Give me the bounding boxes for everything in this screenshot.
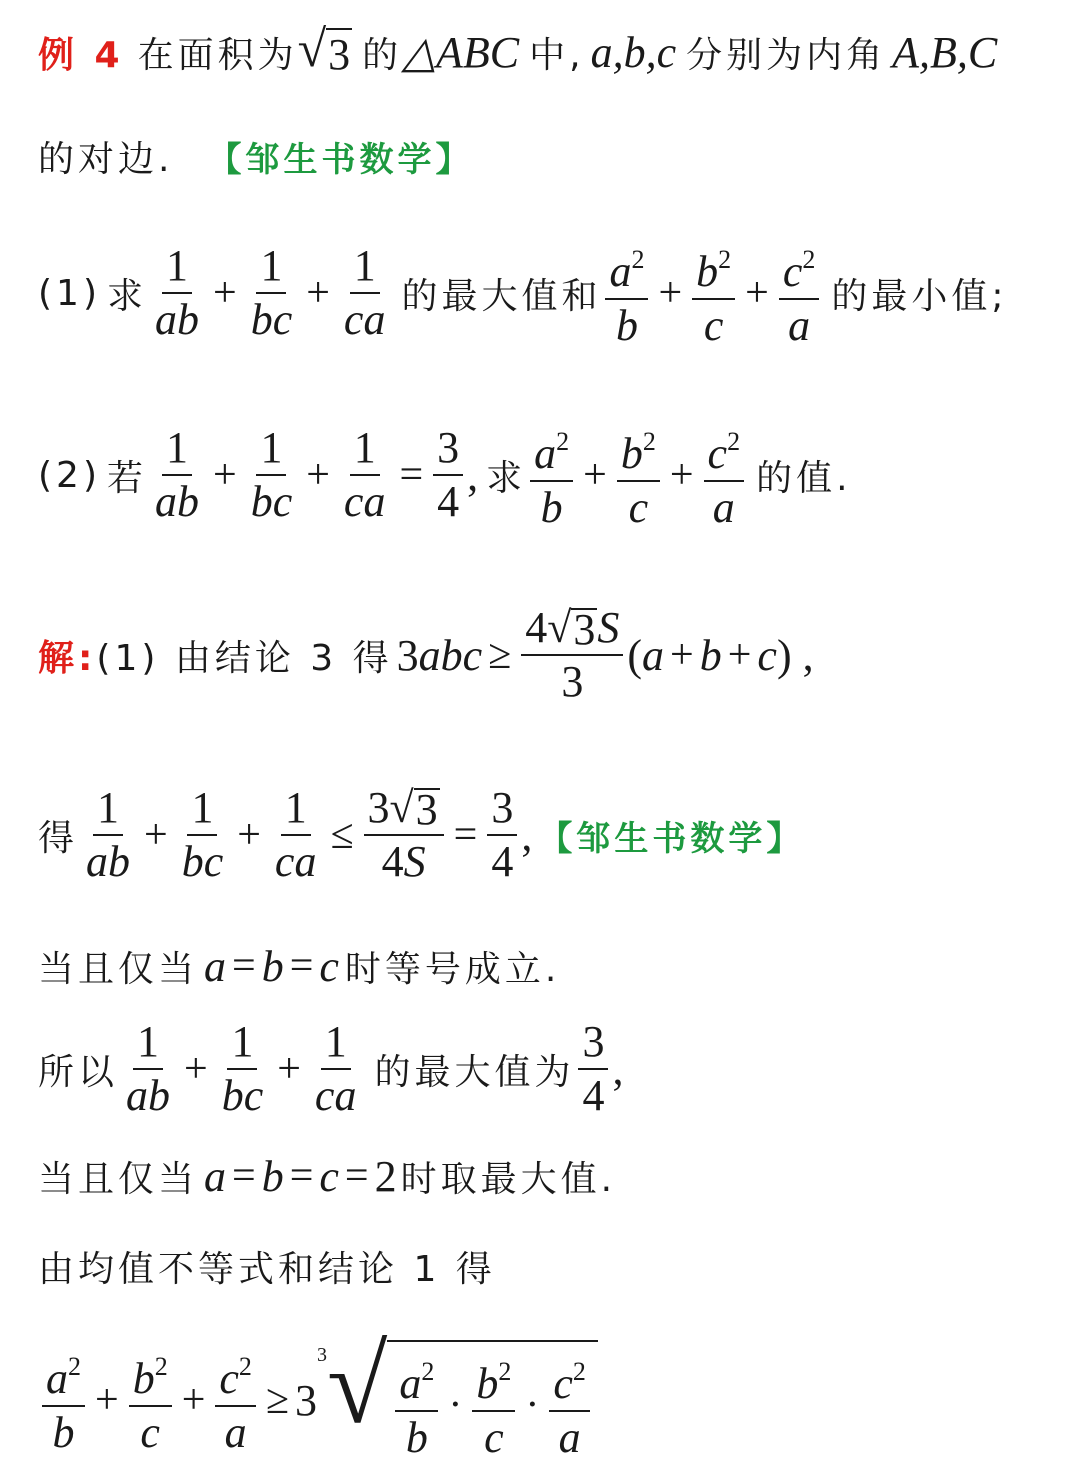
final-inequality: $\frac{a^2}{b}$ + $\frac{b^2}{c}$ + $\frac{c^2}{a}$ ≥ 3 3 √ $\frac{a^2}{b}$ · $\frac{b^2}{c}$ · $\frac{c^2}{a}$ (38, 1340, 598, 1460)
frac2-a2-b: $\frac{a^2}{b}$ (530, 416, 573, 534)
solution-line-4: 所以 $\frac{1}{ab}$ + $\frac{1}{bc}$ + $\frac{1}{ca}$ 的最大值为 $\frac{3}{4}$ , (38, 1017, 624, 1120)
frac2-1-ab: $\frac{1}{ab}$ (155, 423, 200, 526)
frac4-1-ca: $\frac{1}{ca}$ (314, 1017, 357, 1120)
solution-label: 解: (38, 637, 97, 679)
solution-line-3: 当且仅当 a = b = c 时等号成立. (38, 941, 561, 991)
part1-mid: 的最大值和 (401, 275, 602, 317)
frac4-1-ab: $\frac{1}{ab}$ (126, 1017, 171, 1120)
frac6-a2-b: $\frac{a^2}{b}$ (395, 1346, 438, 1464)
part2-tail: 的值. (756, 457, 852, 499)
intro-text-a: 在面积为 (137, 34, 298, 76)
frac-3-4: $\frac{3}{4}$ (433, 422, 463, 528)
example-label: 例 4 (38, 34, 124, 76)
intro-text-d: 分别为内角 (686, 34, 887, 76)
solution-l3b-text: 时等号成立. (344, 948, 561, 990)
frac-1-bc: $\frac{1}{bc}$ (250, 241, 293, 344)
solution-l3-text: 当且仅当 (38, 948, 199, 990)
solution-l2-text: 得 (38, 817, 79, 859)
frac2-c2-a: $\frac{c^2}{a}$ (704, 416, 745, 534)
solution-line-6 (38, 1236, 496, 1296)
frac2-1-ca: $\frac{1}{ca}$ (343, 423, 386, 526)
part2-ask: 若 (107, 457, 148, 499)
intro-text-c: 中, (529, 34, 585, 76)
solution-l5-text: 当且仅当 (38, 1158, 199, 1200)
frac2-1-bc: $\frac{1}{bc}$ (250, 423, 293, 526)
solution-l4b-text: 的最大值为 (374, 1051, 575, 1093)
brand-tag-1: 【邹生书数学】 (207, 139, 474, 180)
solution-l5b-text: 时取最大值. (400, 1158, 617, 1200)
frac5-b2-c: $\frac{b^2}{c}$ (129, 1341, 172, 1459)
frac2-b2-c: $\frac{b^2}{c}$ (617, 416, 660, 534)
frac-1-ca: $\frac{1}{ca}$ (343, 241, 386, 344)
frac6-c2-a: $\frac{c^2}{a}$ (549, 1346, 590, 1464)
solution-l4-text: 所以 (38, 1051, 119, 1093)
sides-abc: a,b,c (590, 27, 677, 77)
solution-line-2: 得 $\frac{1}{ab}$ + $\frac{1}{bc}$ + $\frac{1}{ca}$ ≤ 3 √ 3 4S = $\frac{3}{4}$ , 【邹生书数学】 (38, 783, 805, 886)
triangle-abc: △ABC (402, 27, 520, 77)
frac5-a2-b: $\frac{a^2}{b}$ (42, 1341, 85, 1459)
frac-b2-c: $\frac{b^2}{c}$ (692, 234, 735, 352)
angles-abc: A,B,C (892, 27, 998, 77)
problem-line-1 (38, 22, 997, 82)
frac3-1-ca: $\frac{1}{ca}$ (274, 783, 317, 886)
frac-3sqrt3-4S: 3 √ 3 4S (364, 782, 444, 888)
solution-l6-text: 由均值不等式和结论 1 得 (38, 1248, 496, 1290)
frac4-1-bc: $\frac{1}{bc}$ (221, 1017, 264, 1120)
frac3-1-ab: $\frac{1}{ab}$ (86, 783, 131, 886)
intro-text-b: 的 (362, 34, 403, 76)
part1-tail: 的最小值; (831, 275, 1008, 317)
part1-label: (1) (38, 272, 101, 314)
frac-4sqrt3S-3: 4 √ 3 S 3 (521, 602, 623, 708)
solution-l1-text: (1) 由结论 3 得 (96, 637, 393, 679)
frac5-c2-a: $\frac{c^2}{a}$ (215, 1341, 256, 1459)
frac-c2-a: $\frac{c^2}{a}$ (779, 234, 820, 352)
solution-line-5: 当且仅当 a = b = c = 2 时取最大值. (38, 1151, 617, 1201)
part2-label: (2) (38, 454, 101, 496)
opposite-sides-text: 的对边. (38, 138, 174, 180)
solution-line-1: 解: (1) 由结论 3 得 3 abc ≥ 4 √ 3 S 3 ( a + b + c ) , (38, 603, 814, 706)
problem-line-2 (38, 126, 473, 186)
cube-root: 3 √ $\frac{a^2}{b}$ · $\frac{b^2}{c}$ · $\frac{c^2}{a}$ (317, 1336, 598, 1464)
sqrt-3: √ 3 (297, 21, 351, 79)
part2-ask2: 求 (486, 457, 527, 499)
part-1: (1) 求 $\frac{1}{ab}$ + $\frac{1}{bc}$ + $\frac{1}{ca}$ 的最大值和 $\frac{a^2}{b}$ + $\frac{b^2}{c}$ + $\frac{c^2}{a}$ 的最小值; (38, 238, 1008, 348)
frac-a2-b: $\frac{a^2}{b}$ (605, 234, 648, 352)
part-2: (2) 若 $\frac{1}{ab}$ + $\frac{1}{bc}$ + $\frac{1}{ca}$ = $\frac{3}{4}$ , 求 $\frac{a^2}{b}$ + $\frac{b^2}{c}$ + $\frac{c^2}{a}$ 的值. (38, 420, 852, 530)
frac2-3-4: $\frac{3}{4}$ (487, 782, 517, 888)
frac-1-ab: $\frac{1}{ab}$ (155, 241, 200, 344)
frac6-b2-c: $\frac{b^2}{c}$ (472, 1346, 515, 1464)
frac3-1-bc: $\frac{1}{bc}$ (181, 783, 224, 886)
part1-ask: 求 (107, 275, 148, 317)
frac3-3-4: $\frac{3}{4}$ (578, 1016, 608, 1122)
brand-tag-2: 【邹生书数学】 (538, 818, 805, 859)
